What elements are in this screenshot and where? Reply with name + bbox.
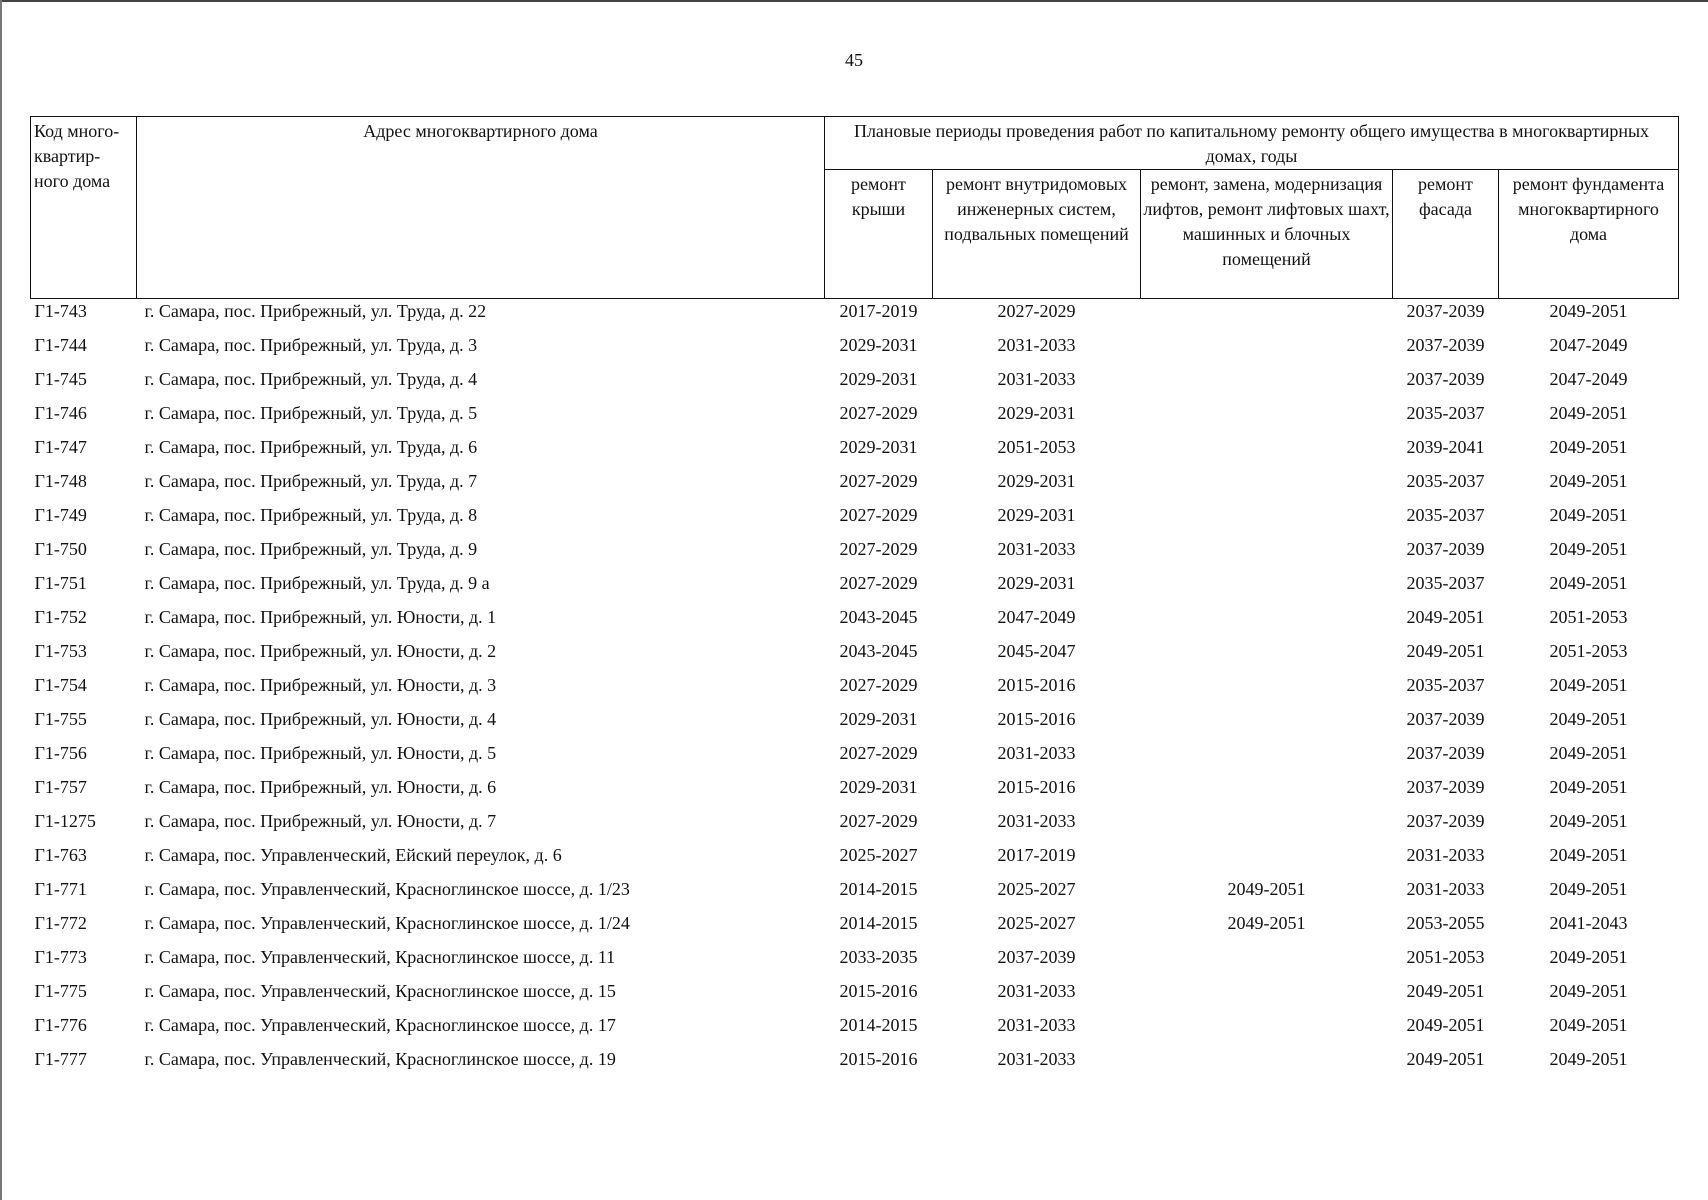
cell-address: г. Самара, пос. Управленческий, Красноглинское шоссе, д. 15: [144, 981, 616, 1001]
cell-facade-period: 2037-2039: [1406, 301, 1485, 321]
cell-engineering-period: 2031-2033: [997, 1015, 1076, 1035]
cell-building-code: Г1-754: [34, 675, 87, 695]
scan-border-top: [0, 0, 1708, 2]
cell-building-code: Г1-773: [34, 947, 87, 967]
cell-address: г. Самара, пос. Прибрежный, ул. Труда, д. 4: [144, 369, 478, 389]
cell-lifts-period: [1141, 469, 1393, 503]
cell-engineering-period: 2017-2019: [997, 845, 1076, 865]
header-address: Адрес многоквартирного дома: [137, 117, 825, 299]
cell-building-code: Г1-750: [34, 539, 87, 559]
cell-engineering-period: 2025-2027: [997, 913, 1076, 933]
cell-lifts-period: [1141, 605, 1393, 639]
cell-roof-period: 2033-2035: [839, 947, 918, 967]
cell-building-code: Г1-776: [34, 1015, 87, 1035]
cell-foundation-period: 2049-2051: [1549, 573, 1628, 593]
table-row: [31, 639, 1679, 673]
table-row: [31, 1013, 1679, 1047]
cell-roof-period: 2014-2015: [839, 1015, 918, 1035]
cell-facade-period: 2037-2039: [1406, 539, 1485, 559]
capital-repair-schedule-table: [30, 116, 1679, 1081]
cell-roof-period: 2015-2016: [839, 1049, 918, 1069]
cell-lifts-period: [1141, 401, 1393, 435]
table-row: [31, 843, 1679, 877]
cell-roof-period: 2027-2029: [839, 403, 918, 423]
cell-engineering-period: 2031-2033: [997, 369, 1076, 389]
cell-facade-period: 2037-2039: [1406, 709, 1485, 729]
cell-building-code: Г1-752: [34, 607, 87, 627]
cell-building-code: Г1-745: [34, 369, 87, 389]
cell-foundation-period: 2049-2051: [1549, 743, 1628, 763]
cell-lifts-period: [1141, 673, 1393, 707]
cell-roof-period: 2027-2029: [839, 675, 918, 695]
table-body: [31, 299, 1679, 1082]
table-row: [31, 707, 1679, 741]
cell-address: г. Самара, пос. Прибрежный, ул. Юности, д. 3: [144, 675, 497, 695]
cell-engineering-period: 2015-2016: [997, 777, 1076, 797]
cell-engineering-period: 2037-2039: [997, 947, 1076, 967]
cell-facade-period: 2035-2037: [1406, 471, 1485, 491]
cell-foundation-period: 2047-2049: [1549, 369, 1628, 389]
cell-lifts-period: 2049-2051: [1227, 879, 1306, 899]
cell-foundation-period: 2049-2051: [1549, 709, 1628, 729]
cell-engineering-period: 2051-2053: [997, 437, 1076, 457]
table-row: [31, 1047, 1679, 1081]
cell-roof-period: 2017-2019: [839, 301, 918, 321]
cell-address: г. Самара, пос. Прибрежный, ул. Юности, д. 5: [144, 743, 497, 763]
cell-facade-period: 2049-2051: [1406, 981, 1485, 1001]
cell-lifts-period: [1141, 809, 1393, 843]
cell-engineering-period: 2027-2029: [997, 301, 1076, 321]
cell-foundation-period: 2049-2051: [1549, 675, 1628, 695]
table-row: [31, 877, 1679, 911]
cell-roof-period: 2029-2031: [839, 709, 918, 729]
cell-foundation-period: 2049-2051: [1549, 301, 1628, 321]
cell-facade-period: 2037-2039: [1406, 777, 1485, 797]
cell-roof-period: 2027-2029: [839, 471, 918, 491]
cell-engineering-period: 2031-2033: [997, 1049, 1076, 1069]
header-facade-repair: ремонт фасада: [1393, 170, 1499, 299]
cell-foundation-period: 2047-2049: [1549, 335, 1628, 355]
cell-address: г. Самара, пос. Прибрежный, ул. Юности, д. 6: [144, 777, 497, 797]
cell-facade-period: 2039-2041: [1406, 437, 1485, 457]
cell-facade-period: 2049-2051: [1406, 1015, 1485, 1035]
cell-facade-period: 2037-2039: [1406, 335, 1485, 355]
cell-lifts-period: [1141, 1013, 1393, 1047]
table-row: [31, 435, 1679, 469]
table-row: [31, 537, 1679, 571]
cell-roof-period: 2029-2031: [839, 369, 918, 389]
cell-roof-period: 2029-2031: [839, 777, 918, 797]
cell-address: г. Самара, пос. Прибрежный, ул. Труда, д. 22: [144, 301, 487, 321]
cell-roof-period: 2014-2015: [839, 879, 918, 899]
table-row: [31, 945, 1679, 979]
cell-building-code: Г1-746: [34, 403, 87, 423]
cell-foundation-period: 2051-2053: [1549, 607, 1628, 627]
cell-facade-period: 2037-2039: [1406, 811, 1485, 831]
table-row: [31, 605, 1679, 639]
header-roof-repair: ремонт крыши: [825, 170, 933, 299]
cell-address: г. Самара, пос. Прибрежный, ул. Юности, д. 7: [144, 811, 497, 831]
cell-building-code: Г1-772: [34, 913, 87, 933]
cell-lifts-period: 2049-2051: [1227, 913, 1306, 933]
cell-roof-period: 2029-2031: [839, 437, 918, 457]
cell-address: г. Самара, пос. Управленческий, Ейский переулок, д. 6: [144, 845, 562, 865]
cell-roof-period: 2027-2029: [839, 811, 918, 831]
cell-facade-period: 2035-2037: [1406, 403, 1485, 423]
cell-address: г. Самара, пос. Прибрежный, ул. Труда, д. 7: [144, 471, 478, 491]
cell-lifts-period: [1141, 1047, 1393, 1081]
page-number: 45: [845, 50, 863, 70]
cell-lifts-period: [1141, 707, 1393, 741]
cell-foundation-period: 2049-2051: [1549, 505, 1628, 525]
cell-address: г. Самара, пос. Прибрежный, ул. Юности, д. 1: [144, 607, 497, 627]
cell-lifts-period: [1141, 945, 1393, 979]
cell-roof-period: 2027-2029: [839, 505, 918, 525]
cell-facade-period: 2031-2033: [1406, 879, 1485, 899]
cell-address: г. Самара, пос. Прибрежный, ул. Юности, д. 2: [144, 641, 497, 661]
cell-lifts-period: [1141, 979, 1393, 1013]
cell-engineering-period: 2015-2016: [997, 709, 1076, 729]
cell-building-code: Г1-748: [34, 471, 87, 491]
cell-engineering-period: 2029-2031: [997, 471, 1076, 491]
cell-roof-period: 2025-2027: [839, 845, 918, 865]
cell-engineering-period: 2045-2047: [997, 641, 1076, 661]
cell-engineering-period: 2029-2031: [997, 573, 1076, 593]
cell-roof-period: 2043-2045: [839, 641, 918, 661]
cell-lifts-period: [1141, 367, 1393, 401]
cell-engineering-period: 2031-2033: [997, 811, 1076, 831]
cell-lifts-period: [1141, 333, 1393, 367]
cell-address: г. Самара, пос. Управленческий, Красноглинское шоссе, д. 17: [144, 1015, 616, 1035]
cell-address: г. Самара, пос. Прибрежный, ул. Труда, д. 5: [144, 403, 478, 423]
cell-foundation-period: 2049-2051: [1549, 539, 1628, 559]
header-foundation-repair: ремонт фундамента многоквартирного дома: [1499, 170, 1679, 299]
table-row: [31, 741, 1679, 775]
cell-lifts-period: [1141, 571, 1393, 605]
cell-roof-period: 2027-2029: [839, 539, 918, 559]
cell-foundation-period: 2049-2051: [1549, 403, 1628, 423]
table-header: [31, 117, 1679, 299]
cell-foundation-period: 2049-2051: [1549, 981, 1628, 1001]
cell-lifts-period: [1141, 741, 1393, 775]
cell-roof-period: 2014-2015: [839, 913, 918, 933]
cell-lifts-period: [1141, 843, 1393, 877]
cell-building-code: Г1-751: [34, 573, 87, 593]
header-planned-periods: Плановые периоды проведения работ по капитальному ремонту общего имущества в многоквартирных домах, годы: [825, 117, 1679, 170]
cell-address: г. Самара, пос. Прибрежный, ул. Труда, д. 9: [144, 539, 478, 559]
table-row: [31, 911, 1679, 945]
cell-address: г. Самара, пос. Управленческий, Красноглинское шоссе, д. 19: [144, 1049, 616, 1069]
cell-foundation-period: 2049-2051: [1549, 471, 1628, 491]
cell-foundation-period: 2049-2051: [1549, 437, 1628, 457]
cell-facade-period: 2035-2037: [1406, 505, 1485, 525]
cell-facade-period: 2031-2033: [1406, 845, 1485, 865]
cell-address: г. Самара, пос. Управленческий, Красноглинское шоссе, д. 1/24: [144, 913, 630, 933]
cell-building-code: Г1-1275: [34, 811, 96, 831]
cell-building-code: Г1-757: [34, 777, 87, 797]
cell-engineering-period: 2029-2031: [997, 403, 1076, 423]
table-row: [31, 469, 1679, 503]
table-row: [31, 571, 1679, 605]
header-lifts-repair: ремонт, замена, модернизация лифтов, ремонт лифтовых шахт, машинных и блочных помещений: [1141, 170, 1393, 299]
cell-facade-period: 2035-2037: [1406, 675, 1485, 695]
cell-address: г. Самара, пос. Прибрежный, ул. Труда, д. 3: [144, 335, 478, 355]
cell-address: г. Самара, пос. Управленческий, Красноглинское шоссе, д. 11: [144, 947, 616, 967]
cell-building-code: Г1-777: [34, 1049, 87, 1069]
table-row: [31, 979, 1679, 1013]
cell-foundation-period: 2049-2051: [1549, 777, 1628, 797]
cell-foundation-period: 2049-2051: [1549, 1049, 1628, 1069]
cell-roof-period: 2027-2029: [839, 743, 918, 763]
cell-engineering-period: 2031-2033: [997, 743, 1076, 763]
cell-address: г. Самара, пос. Прибрежный, ул. Труда, д. 8: [144, 505, 478, 525]
cell-engineering-period: 2031-2033: [997, 335, 1076, 355]
cell-building-code: Г1-775: [34, 981, 87, 1001]
table-row: [31, 367, 1679, 401]
cell-building-code: Г1-749: [34, 505, 87, 525]
cell-engineering-period: 2047-2049: [997, 607, 1076, 627]
cell-lifts-period: [1141, 435, 1393, 469]
cell-lifts-period: [1141, 537, 1393, 571]
cell-building-code: Г1-755: [34, 709, 87, 729]
cell-lifts-period: [1141, 299, 1393, 334]
cell-building-code: Г1-756: [34, 743, 87, 763]
cell-building-code: Г1-743: [34, 301, 87, 321]
cell-roof-period: 2015-2016: [839, 981, 918, 1001]
table-row: [31, 673, 1679, 707]
cell-foundation-period: 2049-2051: [1549, 845, 1628, 865]
scan-border-left: [0, 0, 2, 1200]
cell-foundation-period: 2051-2053: [1549, 641, 1628, 661]
cell-facade-period: 2035-2037: [1406, 573, 1485, 593]
cell-foundation-period: 2049-2051: [1549, 1015, 1628, 1035]
cell-engineering-period: 2029-2031: [997, 505, 1076, 525]
cell-facade-period: 2051-2053: [1406, 947, 1485, 967]
cell-foundation-period: 2041-2043: [1549, 913, 1628, 933]
cell-building-code: Г1-763: [34, 845, 87, 865]
cell-foundation-period: 2049-2051: [1549, 947, 1628, 967]
header-building-code: Код много-квартир-ного дома: [31, 117, 137, 299]
cell-facade-period: 2037-2039: [1406, 369, 1485, 389]
cell-engineering-period: 2031-2033: [997, 981, 1076, 1001]
cell-engineering-period: 2015-2016: [997, 675, 1076, 695]
cell-facade-period: 2037-2039: [1406, 743, 1485, 763]
cell-building-code: Г1-747: [34, 437, 87, 457]
table-row: [31, 809, 1679, 843]
cell-facade-period: 2053-2055: [1406, 913, 1485, 933]
table-row: [31, 333, 1679, 367]
cell-facade-period: 2049-2051: [1406, 607, 1485, 627]
cell-engineering-period: 2031-2033: [997, 539, 1076, 559]
cell-facade-period: 2049-2051: [1406, 641, 1485, 661]
cell-facade-period: 2049-2051: [1406, 1049, 1485, 1069]
cell-roof-period: 2043-2045: [839, 607, 918, 627]
table-row: [31, 503, 1679, 537]
cell-foundation-period: 2049-2051: [1549, 811, 1628, 831]
cell-building-code: Г1-753: [34, 641, 87, 661]
cell-lifts-period: [1141, 775, 1393, 809]
cell-address: г. Самара, пос. Прибрежный, ул. Труда, д. 6: [144, 437, 478, 457]
table-row: [31, 775, 1679, 809]
cell-building-code: Г1-744: [34, 335, 87, 355]
table-row: [31, 401, 1679, 435]
cell-roof-period: 2029-2031: [839, 335, 918, 355]
cell-address: г. Самара, пос. Управленческий, Красноглинское шоссе, д. 1/23: [144, 879, 630, 899]
cell-lifts-period: [1141, 503, 1393, 537]
cell-address: г. Самара, пос. Прибрежный, ул. Труда, д. 9 а: [144, 573, 490, 593]
cell-address: г. Самара, пос. Прибрежный, ул. Юности, д. 4: [144, 709, 497, 729]
cell-engineering-period: 2025-2027: [997, 879, 1076, 899]
cell-lifts-period: [1141, 639, 1393, 673]
cell-foundation-period: 2049-2051: [1549, 879, 1628, 899]
header-engineering-systems-repair: ремонт внутридомовых инженерных систем, подвальных помещений: [933, 170, 1141, 299]
cell-roof-period: 2027-2029: [839, 573, 918, 593]
cell-building-code: Г1-771: [34, 879, 87, 899]
table-row: [31, 299, 1679, 334]
